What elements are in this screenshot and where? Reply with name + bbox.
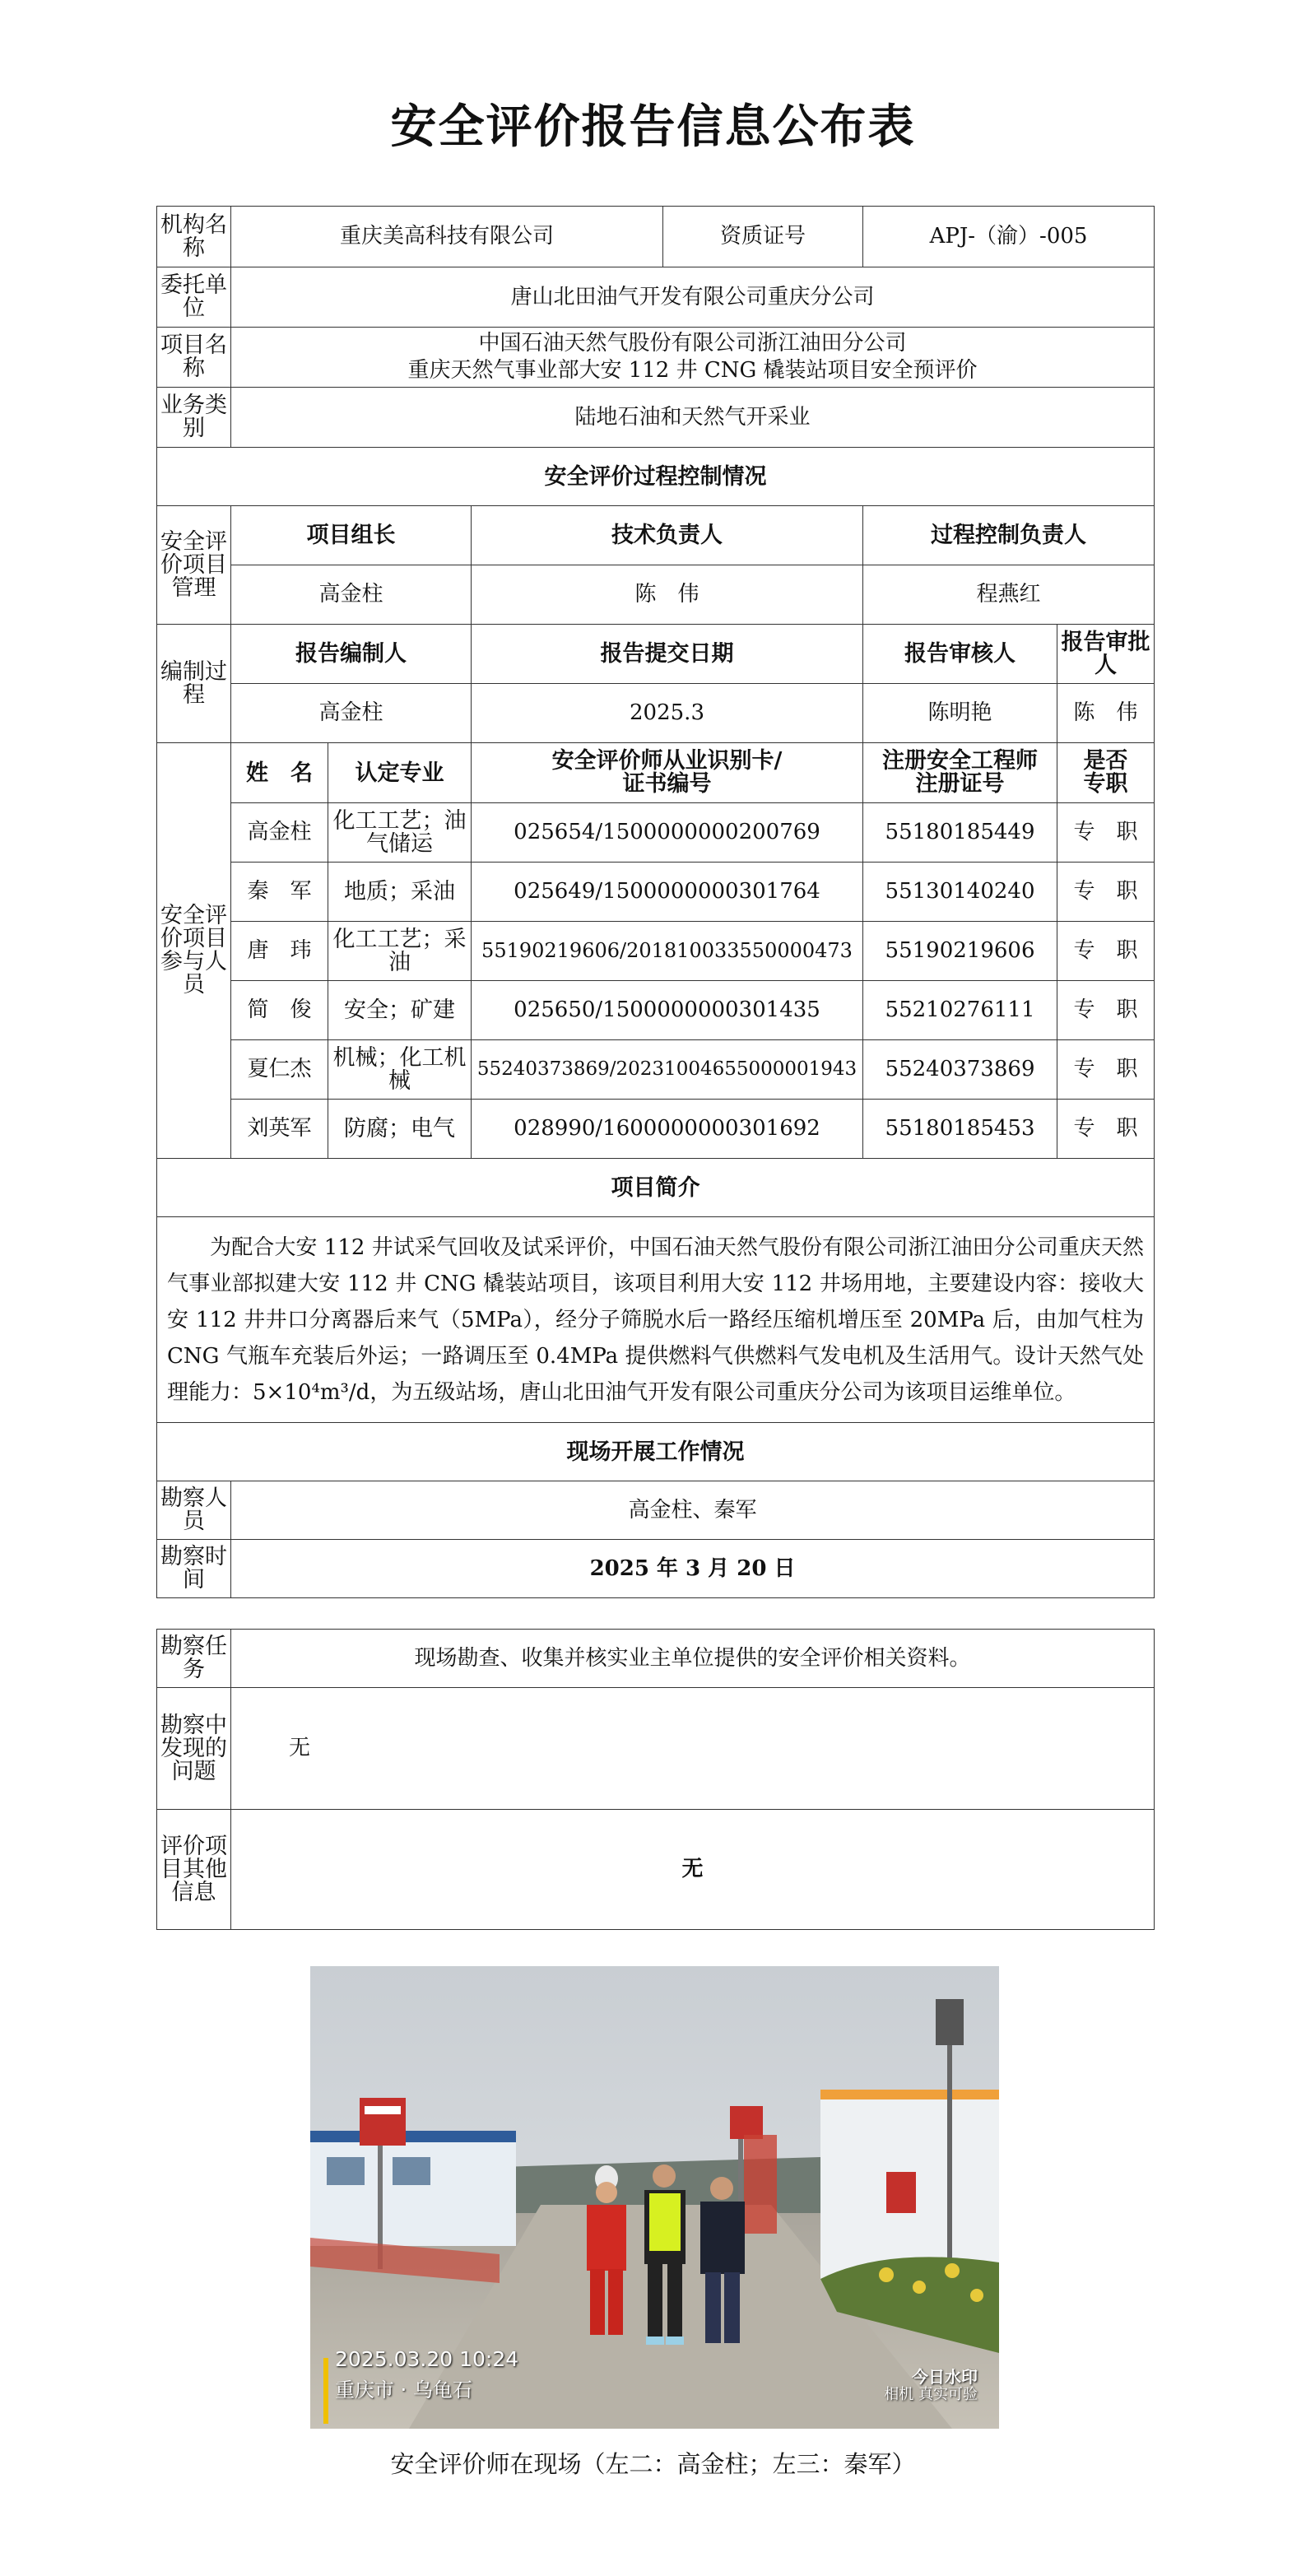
staff-reg: 55210276111 (863, 981, 1057, 1040)
photo-watermark (884, 2368, 978, 2404)
staff-h-full (1057, 743, 1155, 803)
survey-issue-label: 勘察中发现的问题 (157, 1688, 231, 1810)
business-label: 业务类别 (157, 388, 231, 448)
staff-full: 专 职 (1057, 981, 1155, 1040)
staff-major: 防腐；电气 (328, 1100, 472, 1159)
staff-h-cert-1: 安全评价师从业识别卡/ (551, 748, 783, 774)
staff-reg: 55180185449 (863, 803, 1057, 863)
staff-name: 夏仁杰 (231, 1040, 328, 1100)
project-line-2: 重庆天然气事业部大安 112 井 CNG 橇装站项目安全预评价 (407, 358, 978, 383)
survey-table (156, 1629, 1155, 1930)
management-h2: 技术负责人 (472, 506, 863, 565)
photo-caption: 安全评价师在现场（左二：高金柱；左三：秦军） (390, 2450, 916, 2478)
staff-name: 唐 玮 (231, 922, 328, 981)
compile-h1: 报告编制人 (231, 625, 472, 684)
org-name: 重庆美高科技有限公司 (231, 207, 663, 267)
staff-cert: 55240373869/20231004655000001943 (472, 1040, 863, 1100)
staff-cert: 55190219606/201810033550000473 (472, 922, 863, 981)
staff-full: 专 职 (1057, 863, 1155, 922)
org-value (231, 207, 863, 267)
survey-issue-value: 无 (231, 1688, 1155, 1810)
org-label: 机构名称 (157, 207, 231, 267)
survey-task-label: 勘察任务 (157, 1630, 231, 1688)
staff-name: 高金柱 (231, 803, 328, 863)
staff-full: 专 职 (1057, 803, 1155, 863)
compile-v4: 陈 伟 (1057, 684, 1155, 743)
photo-timestamp: 2025.03.20 10:24 (335, 2347, 519, 2371)
management-h3: 过程控制负责人 (863, 506, 1155, 565)
other-info-label: 评价项目其他信息 (157, 1810, 231, 1930)
staff-full: 专 职 (1057, 1100, 1155, 1159)
compile-h2: 报告提交日期 (472, 625, 863, 684)
qual-value: APJ-（渝）-005 (863, 207, 1155, 267)
client-value: 唐山北田油气开发有限公司重庆分公司 (231, 267, 1155, 328)
table-row (157, 1100, 1155, 1159)
staff-reg: 55130140240 (863, 863, 1057, 922)
staff-h-full-2: 专职 (1083, 771, 1128, 797)
table-row (157, 922, 1155, 981)
management-label: 安全评价项目管理 (157, 506, 231, 625)
staff-cert: 028990/1600000000301692 (472, 1100, 863, 1159)
staff-reg: 55190219606 (863, 922, 1057, 981)
staff-cert: 025650/1500000000301435 (472, 981, 863, 1040)
management-v2: 陈 伟 (472, 565, 863, 625)
staff-label: 安全评价项目参与人员 (157, 743, 231, 1159)
staff-major: 安全；矿建 (328, 981, 472, 1040)
compile-h4: 报告审批人 (1057, 625, 1155, 684)
staff-h-major: 认定专业 (328, 743, 472, 803)
photo-watermark-1: 今日水印 (912, 2367, 978, 2387)
table-row (157, 981, 1155, 1040)
photo-location: 重庆市 · 乌龟石 (335, 2378, 472, 2402)
management-h1: 项目组长 (231, 506, 472, 565)
staff-reg: 55240373869 (863, 1040, 1057, 1100)
project-label: 项目名称 (157, 328, 231, 388)
staff-h-cert-2: 证书编号 (622, 771, 712, 797)
management-v1: 高金柱 (231, 565, 472, 625)
table-row (157, 803, 1155, 863)
staff-h-reg-1: 注册安全工程师 (882, 748, 1039, 774)
staff-name: 简 俊 (231, 981, 328, 1040)
compile-v3: 陈明艳 (863, 684, 1057, 743)
staff-h-full-1: 是否 (1083, 748, 1128, 774)
table-row (157, 1040, 1155, 1100)
compile-v2: 2025.3 (472, 684, 863, 743)
management-v3: 程燕红 (863, 565, 1155, 625)
compile-h3: 报告审核人 (863, 625, 1057, 684)
survey-task-value: 现场勘查、收集并核实业主单位提供的安全评价相关资料。 (231, 1630, 1155, 1688)
staff-h-reg (863, 743, 1057, 803)
process-section-heading: 安全评价过程控制情况 (157, 448, 1155, 506)
staff-cert: 025654/1500000000200769 (472, 803, 863, 863)
table-row (157, 863, 1155, 922)
client-label: 委托单位 (157, 267, 231, 328)
survey-staff-value: 高金柱、秦军 (231, 1481, 1155, 1540)
survey-time-value: 2025 年 3 月 20 日 (231, 1540, 1155, 1598)
main-table (156, 206, 1155, 1598)
staff-major: 化工工艺；采油 (328, 922, 472, 981)
staff-major: 化工工艺；油气储运 (328, 803, 472, 863)
staff-name: 秦 军 (231, 863, 328, 922)
project-line-1: 中国石油天然气股份有限公司浙江油田分公司 (478, 331, 907, 356)
qual-label: 资质证号 (720, 224, 806, 249)
site-photo (310, 1966, 999, 2429)
staff-major: 机械；化工机械 (328, 1040, 472, 1100)
staff-h-reg-2: 注册证号 (915, 771, 1005, 797)
staff-h-cert (472, 743, 863, 803)
staff-reg: 55180185453 (863, 1100, 1057, 1159)
compile-v1: 高金柱 (231, 684, 472, 743)
intro-section-heading: 项目简介 (157, 1159, 1155, 1217)
other-info-value: 无 (231, 1810, 1155, 1930)
staff-full: 专 职 (1057, 922, 1155, 981)
staff-major: 地质；采油 (328, 863, 472, 922)
staff-name: 刘英军 (231, 1100, 328, 1159)
business-value: 陆地石油和天然气开采业 (231, 388, 1155, 448)
page-title: 安全评价报告信息公布表 (390, 100, 916, 154)
site-section-heading: 现场开展工作情况 (157, 1423, 1155, 1481)
intro-text: 为配合大安 112 井试采气回收及试采评价，中国石油天然气股份有限公司浙江油田分公司重庆天然气事业部拟建大安 112 井 CNG 橇装站项目，该项目利用大安 112 井场用地，主要建设内容：接收大安 112 井井口分离器后来气（5MPa），经分子筛脱水后一路经压缩机增压至 20MPa 后，由加气柱为 CNG 气瓶车充装后外运；一路调压至 0.4MPa 提供燃料气供燃料气发电机及生活用气。设计天然气处理能力：5×10⁴m³/d，为五级站场，唐山北田油气开发有限公司重庆分公司为该项目运维单位。 (157, 1217, 1155, 1423)
compile-label: 编制过程 (157, 625, 231, 743)
staff-h-name: 姓 名 (231, 743, 328, 803)
project-value (231, 328, 1155, 388)
survey-time-label: 勘察时间 (157, 1540, 231, 1598)
staff-cert: 025649/1500000000301764 (472, 863, 863, 922)
photo-watermark-2: 相机 真实可验 (884, 2386, 978, 2403)
survey-staff-label: 勘察人员 (157, 1481, 231, 1540)
staff-full: 专 职 (1057, 1040, 1155, 1100)
